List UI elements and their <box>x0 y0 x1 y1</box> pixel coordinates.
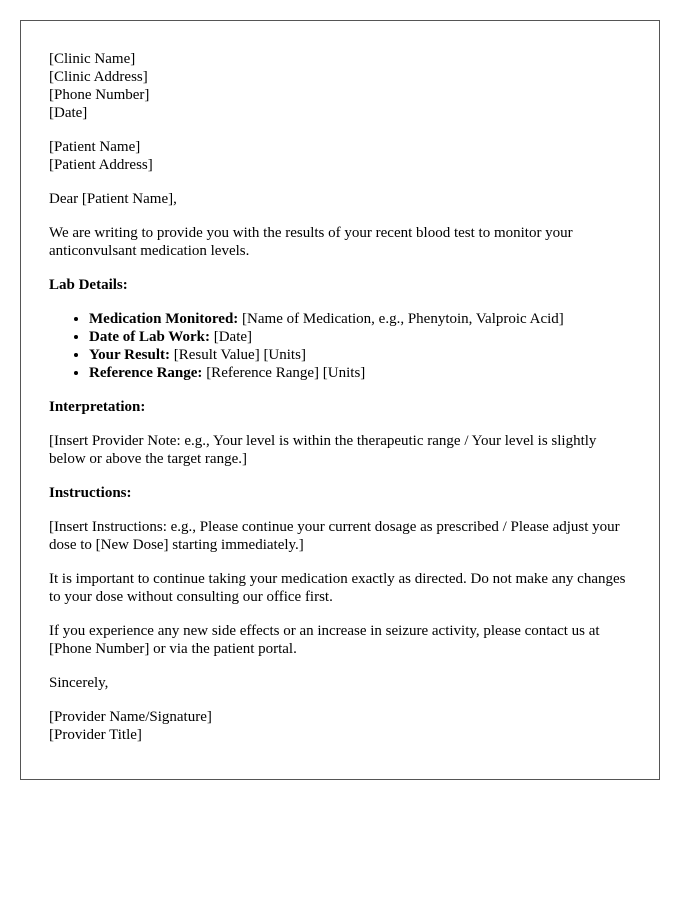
interpretation-text: [Insert Provider Note: e.g., Your level is within the therapeutic range / Your level is slightly below or above the target range.] <box>49 433 597 467</box>
instructions-heading: Instructions: <box>49 485 132 501</box>
list-item <box>89 310 632 328</box>
patient-address: [Patient Address] <box>49 157 153 173</box>
lab-item-value: [Result Value] [Units] <box>169 347 306 363</box>
contact-paragraph: If you experience any new side effects or an increase in seizure activity, please contact us at [Phone Number] or via the patient portal. <box>49 623 600 657</box>
lab-item-value: [Reference Range] [Units] <box>202 365 366 381</box>
lab-item-label: Medication Monitored: <box>89 311 239 327</box>
clinic-address: [Clinic Address] <box>49 69 148 85</box>
lab-item-value: [Name of Medication, e.g., Phenytoin, Valproic Acid] <box>238 311 564 327</box>
letter <box>20 20 660 780</box>
list-item <box>89 328 632 346</box>
valediction: Sincerely, <box>49 675 109 691</box>
recipient-block <box>49 138 632 174</box>
signature-block <box>49 708 632 744</box>
patient-name: [Patient Name] <box>49 139 141 155</box>
lab-item-value: [Date] <box>209 329 253 345</box>
lab-details-list <box>49 310 632 382</box>
lab-item-label: Your Result: <box>89 347 170 363</box>
interpretation-heading: Interpretation: <box>49 399 146 415</box>
sender-block <box>49 50 632 122</box>
provider-title: [Provider Title] <box>49 727 142 743</box>
list-item <box>89 364 632 382</box>
letter-date: [Date] <box>49 105 88 121</box>
lab-details-heading: Lab Details: <box>49 277 128 293</box>
lab-item-label: Date of Lab Work: <box>89 329 210 345</box>
list-item <box>89 346 632 364</box>
adherence-paragraph: It is important to continue taking your medication exactly as directed. Do not make any changes to your dose without consulting our office first. <box>49 571 626 605</box>
clinic-name: [Clinic Name] <box>49 51 136 67</box>
clinic-phone: [Phone Number] <box>49 87 150 103</box>
lab-item-label: Reference Range: <box>89 365 203 381</box>
provider-name: [Provider Name/Signature] <box>49 709 212 725</box>
instructions-text: [Insert Instructions: e.g., Please continue your current dosage as prescribed / Please adjust your dose to [New Dose] starting immediately.] <box>49 519 620 553</box>
salutation: Dear [Patient Name], <box>49 191 177 207</box>
intro-paragraph: We are writing to provide you with the results of your recent blood test to monitor your anticonvulsant medication levels. <box>49 225 573 259</box>
